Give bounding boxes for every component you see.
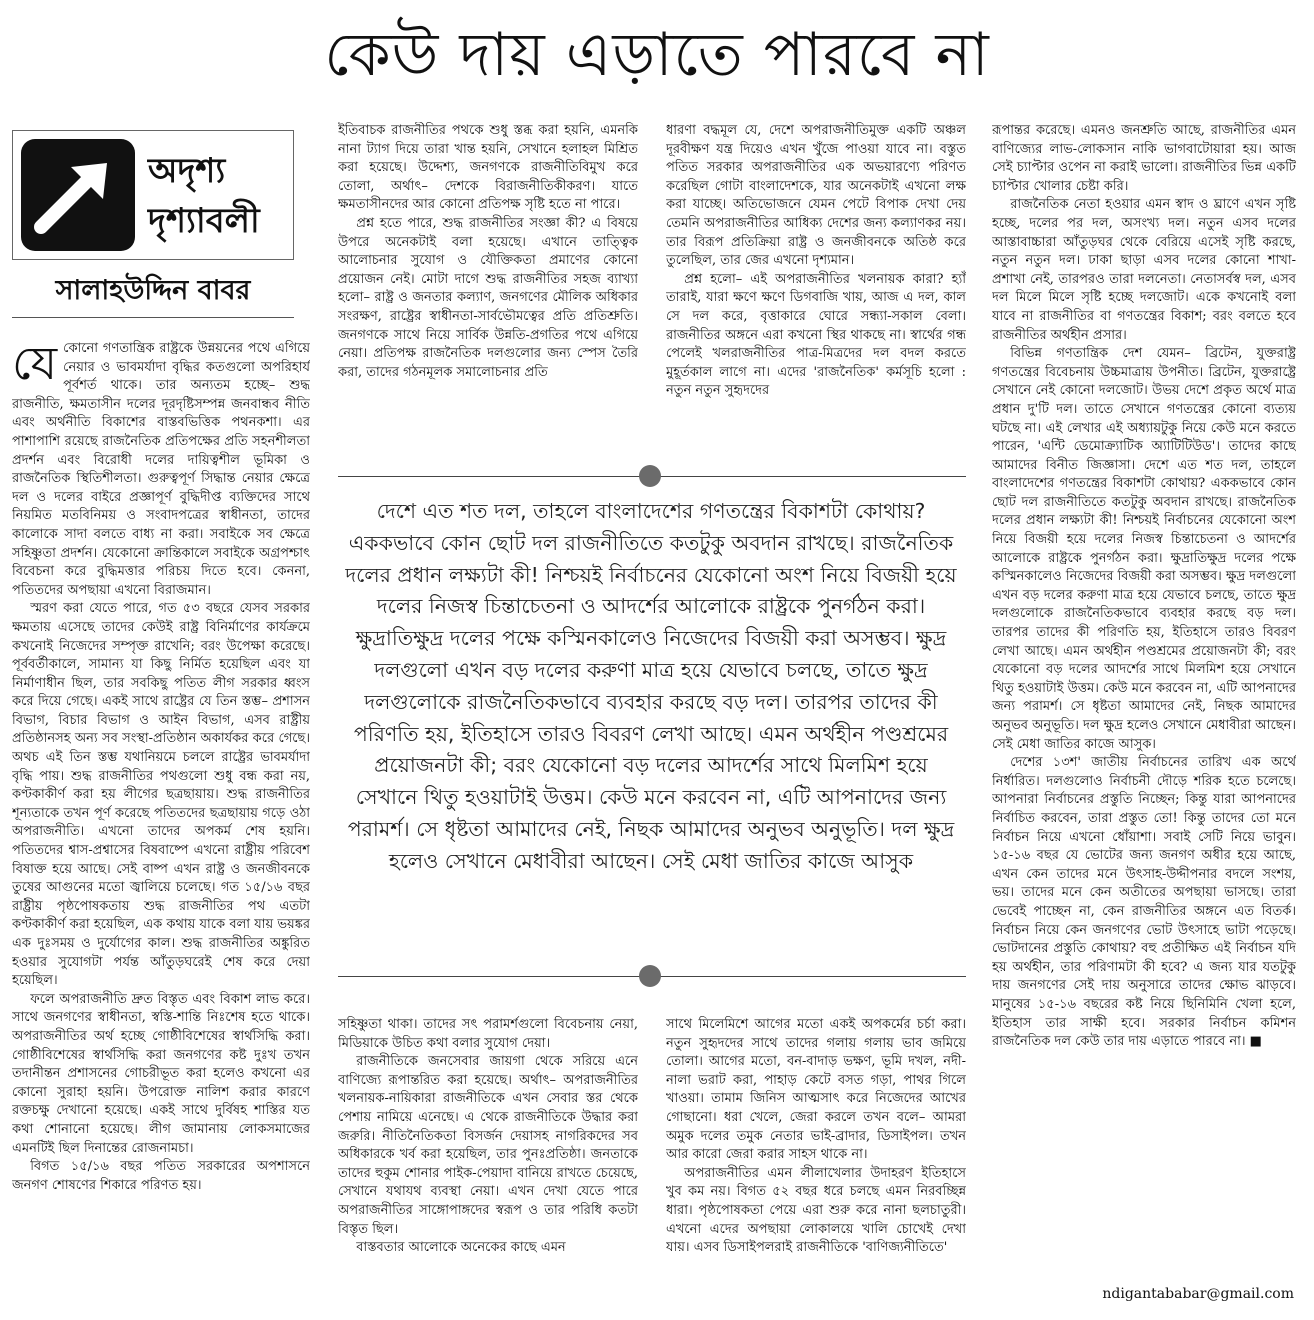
paragraph: ইতিবাচক রাজনীতির পথকে শুধু স্তব্ধ করা হয়নি, এমনকি নানা ট্যাগ দিয়ে তারা খান্ত হয়নি, সেখানে হলাহল মিশ্রিত করা হয়েছে। উদ্দেশ্য, জনগণকে রাজনীতিবিমুখ করে তোলা, অর্থাৎ– দেশকে বিরাজনীতিকীকরণ। যাতে ক্ষমতাসীনদের আর কোনো প্রতিপক্ষ সৃষ্টি হতে না পারে। [338, 123, 638, 213]
paragraph: সাথে মিলেমিশে আগের মতো একই অপকর্মের চর্চা করা। নতুন সুহৃদদের সাথে তাদের গলায় গলায় ভাব জমিয়ে তোলা। আগের মতো, বন-বাদাড় ভক্ষণ, ভূমি দখল, নদী-নালা ভরাট করা, পাহাড় কেটে বসত গড়া, পাথর গিলে খাওয়া। তামাম জিনিস আত্মসাৎ করে নিজেদের আখের গোছানো। ধরা খেলে, জেরা করলে তখন বলে– আমরা অমুক দলের তমুক নেতার ভাই-ব্রাদার, ডিসাইপল। তখন আর কারো জেরা করার সাহস থাকে না। [666, 1017, 966, 1163]
paragraph: বিভিন্ন গণতান্ত্রিক দেশ যেমন– ব্রিটেন, যুক্তরাষ্ট্র গণতন্ত্রের বিবেচনায় উচ্চমাত্রায় উপনীত। ব্রিটেন, যুক্তরাষ্ট্রে সেখানে নেই কোনো দলজোট। উভয় দেশে প্রকৃত অর্থে মাত্র প্রধান দু'টি দল। তাতে সেখানে গণতন্ত্রের কোনো ব্যত্যয় ঘটছে না। এই লেখার এই অধ্যায়টুকু নিয়ে কেউ মনে করতে পারেন, 'এন্টি ডেমোক্র্যাটিক অ্যাটিটিউড'। তাদের কাছে আমাদের বিনীত জিজ্ঞাসা। দেশে এত শত দল, তাহলে বাংলাদেশের গণতন্ত্রের বিকাশটা কোথায়? এককভাবে কোন ছোট দল রাজনীতিতে কতটুকু অবদান রাখছে। রাজনৈতিক দলের প্রধান লক্ষ্যটা কী! নিশ্চয়ই নির্বাচনের যেকোনো অংশ নিয়ে বিজয়ী হয়ে দলের নিজস্ব চিন্তাচেতনা ও আদর্শের আলোকে রাষ্ট্রকে পুনর্গঠন করা। ক্ষুদ্রাতিক্ষুদ্র দলের পক্ষে কস্মিনকালেও নিজেদের বিজয়ী করা অসম্ভব। ক্ষুদ্র দলগুলো এখন বড় দলের করুণা মাত্র হয়ে যেভাবে চলছে, তাতে ক্ষুদ্র দলগুলোকে রাজনৈতিকভাবে ব্যবহার করছে বড় দল। তারপর তাদের কী পরিণতি হয়, ইতিহাসে তারও বিবরণ লেখা আছে। এমন অর্থহীন পণ্ডশ্রমের প্রয়োজনটা কী; বরং যেকোনো বড় দলের আদর্শের সাথে মিলমিশ হয়ে সেখানে থিতু হওয়াটাই উত্তম। কেউ মনে করবেন না, এটি আপনাদের জন্য পরামর্শ। সে ধৃষ্টতা আমাদের নেই, নিছক আমাদের অনুভব অনুভূতি। দল ক্ষুদ্র হলেও সেখানে মেধাবীরা আছেন। সেই মেধা জাতির কাজে আসুক। [992, 346, 1296, 752]
paragraph: সহিষ্ণুতা থাকা। তাদের সৎ পরামর্শগুলো বিবেচনায় নেয়া, মিডিয়াকে উচিত কথা বলার সুযোগ দেয়া। [338, 1017, 638, 1051]
paragraph: রাজনৈতিক নেতা হওয়ার এমন স্বাদ ও ঘ্রাণে এখন সৃষ্টি হচ্ছে, দলের পর দল, অসংখ্য দল। নতুন এসব দলের আস্তাবাচ্চারা আঁতুড়ঘর থেকে বেরিয়ে এসেই সৃষ্টি করছে, নতুন নতুন দল। ঢাকা ছাড়া এসব দলের কোনো শাখা-প্রশাখা নেই, তারপরও তারা দলনেতা। নেতাসর্বস্ব দল, এসব দল মিলে মিলে সৃষ্টি হচ্ছে দলজোট। একে কখনোই বলা যাবে না রাজনীতির বা গণতন্ত্রের বিকাশ; বরং বলতে হবে রাজনীতির অর্থহীন প্রসার। [992, 197, 1296, 343]
drop-cap: যে [12, 340, 58, 390]
headline: কেউ দায় এড়াতে পারবে না [324, 20, 990, 90]
paragraph: স্মরণ করা যেতে পারে, গত ৫৩ বছরে যেসব সরকার ক্ষমতায় এসেছে তাদের কেউই রাষ্ট্র বিনির্মাণের কার্যক্রমে কখনোই নিজেদের সম্পৃক্ত রাখেনি; বরং উপেক্ষা করেছে। পূর্ববর্তীকালে, সামান্য যা কিছু নির্মিত হয়েছিল এবং যা নির্মাণাধীন ছিল, তার সবকিছু পতিত লীগ সরকার ধ্বংস করে দিয়ে গেছে। একই সাথে রাষ্ট্রের যে তিন স্তম্ভ– প্রশাসন বিভাগ, বিচার বিভাগ ও আইন বিভাগ, এসব রাষ্ট্রীয় প্রতিষ্ঠানসহ অন্য সব সংস্থা-প্রতিষ্ঠান অকার্যকর করে গেছে। অথচ এই তিন স্তম্ভ যথানিয়মে চললে রাষ্ট্রের ভাবমর্যাদা বৃদ্ধি পায়। শুদ্ধ রাজনীতির পথগুলো শুধু বন্ধ করা নয়, কণ্টকাকীর্ণ করা হয় লীগের ছত্রছায়ায়। শুদ্ধ রাজনীতির শূন্যতাকে তখন পূর্ণ করেছে পতিতদের ছত্রছায়ায় গড়ে ওঠা অপরাজনীতি। এখনো তাদের অপকর্ম শেষ হয়নি। পতিতদের শ্বাস-প্রশ্বাসের বিষবাষ্পে এখনো রাষ্ট্রীয় পরিবেশ বিষাক্ত হয়ে আছে। সেই বাষ্প এখন রাষ্ট্র ও জনজীবনকে তুষের আগুনের মতো জ্বালিয়ে চলেছে। গত ১৫/১৬ বছর রাষ্ট্রীয় পৃষ্ঠপোষকতায় শুদ্ধ রাজনীতির পথ এতটা কণ্টকাকীর্ণ করা হয়েছিল, এক কথায় যাকে বলা যায় ভয়ঙ্কর এক দুঃসময় ও দুর্যোগের কাল। শুদ্ধ রাজনীতির অঙ্কুরিত হওয়ার সুযোগটা পর্যন্ত আঁতুড়ঘরেই শেষ করে দেয়া হয়েছিল। [12, 601, 310, 989]
paragraph: প্রশ্ন হতে পারে, শুদ্ধ রাজনীতির সংজ্ঞা কী? এ বিষয়ে উপরে অনেকটাই বলা হয়েছে। এখানে তাত্ত্বিক আলোচনার সুযোগ ও যৌক্তিকতা প্রমাণের কোনো প্রয়োজন নেই। মোটা দাগে শুদ্ধ রাজনীতির সহজ ব্যাখ্যা হলো– রাষ্ট্র ও জনতার কল্যাণ, জনগণের মৌলিক অধিকার সংরক্ষণ, রাষ্ট্রের স্বাধীনতা-সার্বভৌমত্বের প্রতি প্রতিশ্রুতি। জনগণকে সাথে নিয়ে সার্বিক উন্নতি-প্রগতির পথে এগিয়ে নেয়া। প্রতিপক্ষ রাজনৈতিক দলগুলোর জন্য স্পেস তৈরি করা, তাদের গঠনমূলক সমালোচনার প্রতি [338, 215, 638, 380]
column-name-line1: অদৃশ্য [148, 151, 226, 191]
paragraph: প্রশ্ন হলো– এই অপরাজনীতির খলনায়ক কারা? হ্যাঁ তারাই, যারা ক্ষণে ক্ষণে ডিগবাজি খায়, আজ এ দল, কাল সে দল করে, বৃত্তাকারে ঘোরে সন্ধ্যা-সকাল বেলা। রাজনীতির অঙ্গনে এরা কখনো স্থির থাকছে না। স্বার্থের গন্ধ পেলেই খলরাজনীতির পাত্র-মিত্রদের দল বদল করতে মুহূর্তকাল লাগে না। এদের 'রাজনৈতিক' কর্মসূচি হলো : নতুন নতুন সুহৃদদের [666, 271, 966, 399]
paragraph: ধারণা বদ্ধমূল যে, দেশে অপরাজনীতিমুক্ত একটি অঞ্চল দূরবীক্ষণ যন্ত্র দিয়েও এখন খুঁজে পাওয়া যাবে না। বস্তুত পতিত সরকার অপরাজনীতির এক অভয়ারণ্যে পরিণত করেছিল গোটা বাংলাদেশকে, যার অনেকটাই এখনো লক্ষ করা যাচ্ছে। অতিভোজনে যেমন পেটে বিপাক দেখা দেয় তেমনি অপরাজনীতির আধিক্য দেশের জন্য কল্যাণকর নয়। তার বিরূপ প্রতিক্রিয়া রাষ্ট্র ও জনজীবনকে অতিষ্ঠ করে তুলেছিল, তার জের এখনো দৃশ্যমান। [666, 123, 966, 269]
author-email[interactable]: ndigantababar@gmail.com [1102, 1286, 1294, 1302]
byline-divider [12, 317, 294, 318]
article-column-1 [12, 340, 310, 1308]
paragraph: দেশের ১৩শ' জাতীয় নির্বাচনের তারিখ এক অর্থে নির্ধারিত। দলগুলোও নির্বাচনী দৌড়ে শরিক হতে চলেছে। আপনারা নির্বাচনের প্রস্তুতি নিচ্ছেন; কিন্তু যারা আপনাদের নির্বাচিত করবেন, তারা প্রস্তুত তো! কিন্তু তাদের তো মনে নির্বাচন নিয়ে এখনো ধোঁয়াশা। সবাই সেটি নিয়ে ভাবুন। ১৫-১৬ বছর যে ভোটের জন্য জনগণ অধীর হয়ে আছে, এখন কেন তাদের মনে উৎসাহ-উদ্দীপনার বদলে সংশয়, ভয়। তাদের মনে কেন অতীতের অপছায়া ভাসছে। তারা ভেবেই পাচ্ছেন না, কেন রাজনীতির অঙ্গনে এত বিতর্ক। নির্বাচন নিয়ে কেন জনগণের ভোট উৎসাহে ভাটা পড়েছে। ভোটদানের প্রস্তুতি কোথায়? বহু প্রতীক্ষিত এই নির্বাচন যদি হয় অর্থহীন, তার পরিণামটা কী হবে? এ জন্য যার যতটুকু দায় জনগণের সেই দায় অনুসারে তাদের ক্ষোভ ঝাড়বে। মানুষের ১৫-১৬ বছরের কষ্ট নিয়ে ছিনিমিনি খেলা হলে, ইতিহাস তার সাক্ষী হবে। সরকার নির্বাচন কমিশন রাজনৈতিক দল কেউ তার দায় এড়াতে পারবে না। ■ [992, 755, 1296, 1050]
pullquote-top-dot [639, 465, 661, 487]
column-logo [12, 130, 294, 260]
pull-quote: দেশে এত শত দল, তাহলে বাংলাদেশের গণতন্ত্রের বিকাশটা কোথায়? এককভাবে কোন ছোট দল রাজনীতিতে কতটুকু অবদান রাখছে। রাজনৈতিক দলের প্রধান লক্ষ্যটা কী! নিশ্চয়ই নির্বাচনের যেকোনো অংশ নিয়ে বিজয়ী হয়ে দলের নিজস্ব চিন্তাচেতনা ও আদর্শের আলোকে রাষ্ট্রকে পুনর্গঠন করা। ক্ষুদ্রাতিক্ষুদ্র দলের পক্ষে কস্মিনকালেও নিজেদের বিজয়ী করা অসম্ভব। ক্ষুদ্র দলগুলো এখন বড় দলের করুণা মাত্র হয়ে যেভাবে চলছে, তাতে ক্ষুদ্র দলগুলোকে রাজনৈতিকভাবে ব্যবহার করছে বড় দল। তারপর তাদের কী পরিণতি হয়, ইতিহাসে তারও বিবরণ লেখা আছে। এমন অর্থহীন পণ্ডশ্রমের প্রয়োজনটা কী; বরং যেকোনো বড় দলের আদর্শের সাথে মিলমিশ হয়ে সেখানে থিতু হওয়াটাই উত্তম। কেউ মনে করবেন না, এটি আপনাদের জন্য পরামর্শ। সে ধৃষ্টতা আমাদের নেই, নিছক আমাদের অনুভব অনুভূতি। দল ক্ষুদ্র হলেও সেখানে মেধাবীরা আছেন। সেই মেধা জাতির কাজে আসুক [345, 499, 957, 873]
article-column-2-bottom [338, 1016, 638, 1308]
paragraph: যেকোনো গণতান্ত্রিক রাষ্ট্রকে উন্নয়নের পথে এগিয়ে নেয়ার ও ভাবমর্যাদা বৃদ্ধির কতগুলো অপরিহার্য পূর্বশর্ত থাকে। তার অন্যতম হচ্ছে– শুদ্ধ রাজনীতি, ক্ষমতাসীন দলের দূরদৃষ্টিসম্পন্ন জনবান্ধব নীতি এবং অর্থনীতি বিকাশের বাস্তবভিত্তিক পথনকশা। এর পাশাপাশি রয়েছে রাজনৈতিক প্রতিপক্ষের প্রতি সহনশীলতা প্রদর্শন এবং বিরোধী দলের দায়িত্বশীল ভূমিকা ও রাজনৈতিক স্থিতিশীলতা। গুরুত্বপূর্ণ সিদ্ধান্ত নেয়ার ক্ষেত্রে দল ও দলের বাইরে প্রজ্ঞাপূর্ণ বুদ্ধিদীপ্ত ব্যক্তিদের সাথে নিয়মিত মতবিনিময় ও সংবাদপত্রের স্বাধীনতা, তাদের কালোকে সাদা বলতে বাধ্য না করা। সবাইকে সব ক্ষেত্রে সহিষ্ণুতা প্রদর্শন। যেকোনো ক্রান্তিকালে সবাইকে অগ্রপশ্চাৎ বিবেচনা করে বুদ্ধিমত্তার পরিচয় দিতে হবে। কেননা, পতিতদের অপছায়া এখনো বিরাজমান। [12, 340, 310, 598]
author-byline: সালাহউদ্দিন বাবর [55, 275, 251, 306]
arrow-logo-icon [21, 139, 135, 251]
paragraph: অপরাজনীতির এমন লীলাখেলার উদাহরণ ইতিহাসে খুব কম নয়। বিগত ৫২ বছর ধরে চলছে এমন নিরবচ্ছিন্ন ধারা। পৃষ্ঠপোষকতা পেয়ে এরা শুরু করে নানা ছলচাতুরী। এখনো এদের অপছায়া লোকালয়ে খালি চোখেই দেখা যায়। এসব ডিসাইপলরাই রাজনীতিকে 'বাণিজ্যনীতিতে' [666, 1165, 966, 1256]
article-column-2-top [338, 122, 638, 440]
paragraph: ফলে অপরাজনীতি দ্রুত বিস্তৃত এবং বিকাশ লাভ করে। সাথে জনগণের স্বাধীনতা, স্বস্তি-শান্তি নিঃশেষ হতে থাকে। অপরাজনীতির অর্থ হচ্ছে গোষ্ঠীবিশেষের স্বার্থসিদ্ধি করা। গোষ্ঠীবিশেষের স্বার্থসিদ্ধি করা জনগণের কষ্ট দুঃখ তখন তদানীন্তন প্রশাসনের গোচরীভূত করা হলেও কখনো এর কোনো সুরাহা হয়নি। উপরোক্ত নালিশ করার কারণে রক্তচক্ষু দেখানো হয়েছে। একই সাথে দুর্বিষহ শাস্তির যত কথা শোনানো হয়েছে। লীগ জামানায় লোকসমাজের এমনটিই ছিল দিনান্তের রোজনামচা। [12, 991, 310, 1156]
column-name-line2: দৃশ্যাবলী [148, 201, 260, 241]
paragraph: রাজনীতিকে জনসেবার জায়গা থেকে সরিয়ে এনে বাণিজ্যে রূপান্তরিত করা হয়েছে। অর্থাৎ– অপরাজনীতির খলনায়ক-নায়িকারা রাজনীতিকে এখন সেবার স্তর থেকে পেশায় নামিয়ে এনেছে। এ থেকে রাজনীতিকে উদ্ধার করা জরুরি। নীতিনৈতিকতা বিসর্জন দেয়াসহ নাগরিকদের সব অধিকারকে খর্ব করা হয়েছিল, তার পুনঃপ্রতিষ্ঠা। জনতাকে তাদের হুকুম শোনার পাইক-পেয়াদা বানিয়ে রাখতে চেয়েছে, সেখানে যথাযথ ব্যবস্থা নেয়া। এখন দেখা যেতে পারে অপরাজনীতির সাঙ্গোপাঙ্গদের স্বরূপ ও তার পরিধি কতটা বিস্তৃত ছিল। [338, 1054, 638, 1237]
article-column-4 [992, 122, 1296, 1280]
article-column-3-bottom [666, 1016, 966, 1308]
article-column-3-top [666, 122, 966, 440]
paragraph: বিগত ১৫/১৬ বছর পতিত সরকারের অপশাসনে জনগণ শোষণের শিকারে পরিণত হয়। [12, 1159, 310, 1193]
pullquote-bottom-dot [639, 965, 661, 987]
paragraph: রূপান্তর করেছে। এমনও জনশ্রুতি আছে, রাজনীতির এমন বাণিজ্যের লাভ-লোকসান নাকি ভাগবাটোয়ারা হয়। আজ সেই চ্যাপ্টার ওপেন না করাই ভালো। রাজনীতির ভিন্ন একটি চ্যাপ্টার খোলার চেষ্টা করি। [992, 123, 1296, 194]
paragraph: বাস্তবতার আলোকে অনেকের কাছে এমন [356, 1240, 566, 1256]
